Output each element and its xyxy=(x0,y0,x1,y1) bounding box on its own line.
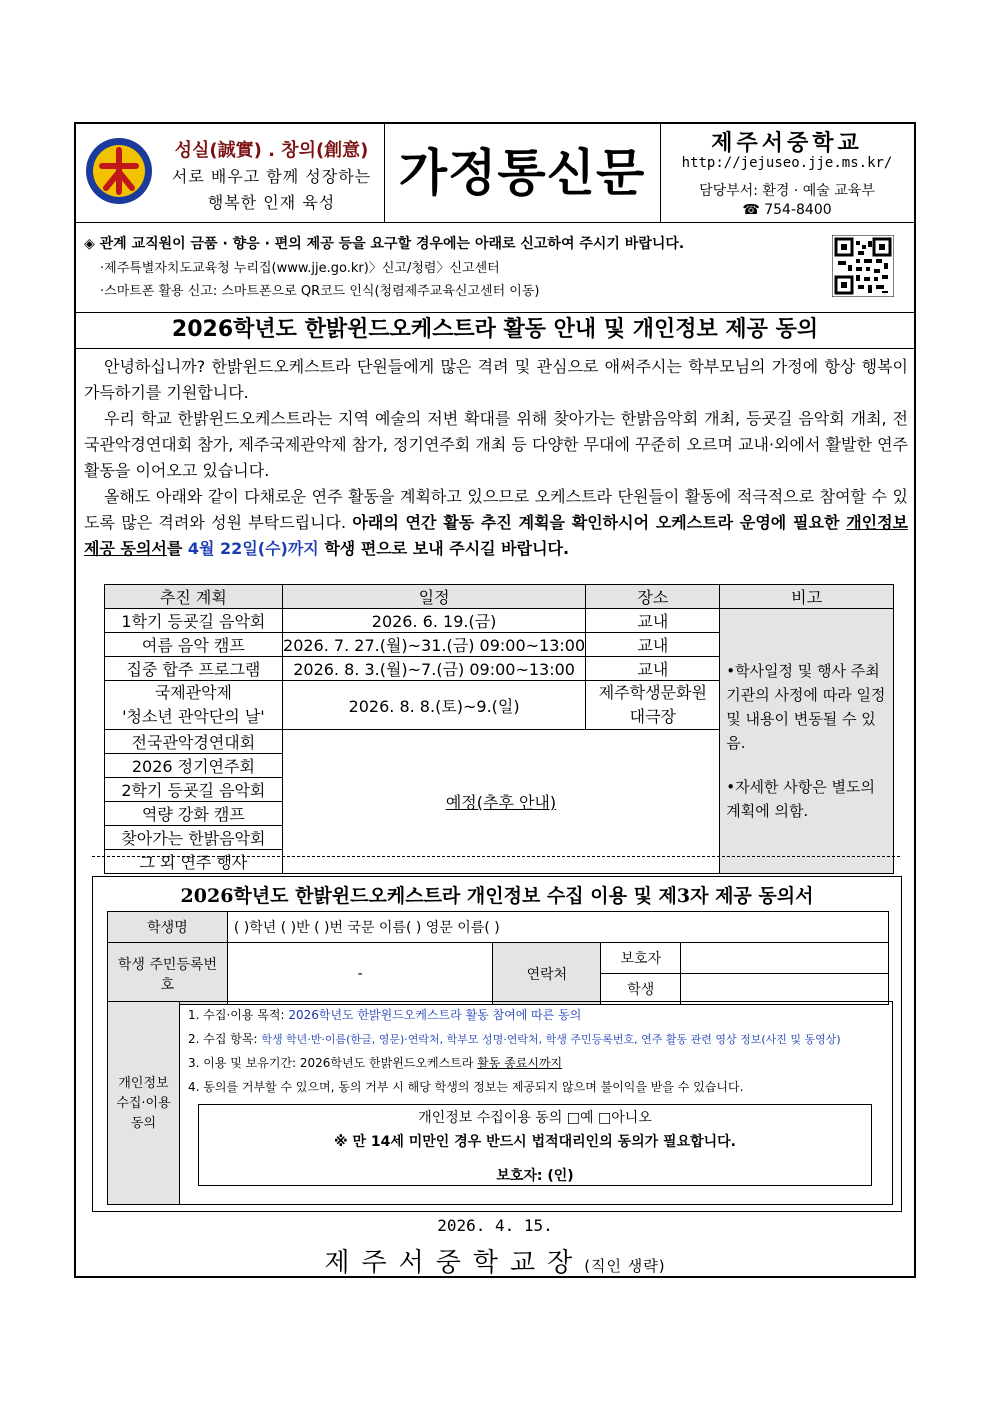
principal-signature xyxy=(76,1242,914,1279)
school-info-cell xyxy=(660,124,914,222)
agree-item-2-value: 학생 학년·반·이름(한글, 영문)·연락처, 학부모 성명·연락처, 학생 주민등록번호, 연주 활동 관련 영상 정보(사진 및 동영상) xyxy=(261,1033,841,1046)
agree-checkbox-line[interactable]: 개인정보 수집이용 동의 □예 □아니오 xyxy=(418,1110,652,1126)
agree-item-3-label: 3. 이용 및 보유기간: 2026학년도 한밝윈드오케스트라 xyxy=(188,1056,478,1070)
deadline: 4월 22일(수)까지 xyxy=(187,539,319,558)
paragraph-request xyxy=(84,484,908,562)
schedule-plan: 여름 음악 캠프 xyxy=(105,633,283,657)
schedule-place: 교내 xyxy=(586,633,720,657)
request-text: 올해도 아래와 같이 다채로운 연주 활동을 계획하고 있으므로 오케스트라 단원들이 활동에 적극적으로 참여할 수 있도록 많은 격려와 성원 부탁드립니다. xyxy=(84,487,908,532)
consent-form-link: 개인정보 제공 동의서 xyxy=(84,513,909,558)
main-title: 2026학년도 한밝윈드오케스트라 활동 안내 및 개인정보 제공 동의 xyxy=(76,312,914,349)
school-url[interactable]: http://jejuseo.jje.ms.kr/ xyxy=(681,155,893,171)
rrn-field[interactable]: - xyxy=(227,943,493,1005)
schedule-place: 제주학생문화원 대극장 xyxy=(586,681,720,730)
agree-item-3 xyxy=(188,1054,562,1071)
agreement-label: 개인정보 수집·이용 동의 xyxy=(116,1076,171,1131)
student-contact-field[interactable] xyxy=(681,974,889,1005)
agree-item-2-label: 2. 수집 항목: xyxy=(188,1032,262,1046)
agree-item-1-value: 2026학년도 한밝윈드오케스트라 활동 참여에 따른 동의 xyxy=(288,1008,582,1022)
schedule-header-note: 비고 xyxy=(720,585,894,609)
guardian-label: 보호자 xyxy=(601,943,681,974)
schedule-place: 교내 xyxy=(586,609,720,633)
schedule-later-label: 예정(추후 안내) xyxy=(282,730,719,874)
agreement-box xyxy=(198,1104,872,1186)
guardian-signature-line[interactable]: 보호자: (인) xyxy=(496,1168,574,1184)
motto-line3: 행복한 인재 육성 xyxy=(207,193,336,212)
schedule-plan: 1학기 등굣길 음악회 xyxy=(105,609,283,633)
schedule-plan: 2026 정기연주회 xyxy=(105,754,283,778)
principal-name: 제주서중학교장 xyxy=(324,1248,585,1278)
agree-item-1-label: 1. 수집·이용 목적: xyxy=(188,1008,289,1022)
schedule-date: 2026. 7. 27.(월)~31.(금) 09:00~13:00 xyxy=(282,633,586,657)
header-motto-cell xyxy=(76,124,385,222)
telephone: ☎ 754-8400 xyxy=(742,202,832,218)
minor-warning: ※ 만 14세 미만인 경우 반드시 법적대리인의 동의가 필요합니다. xyxy=(334,1134,736,1150)
request-bold-3: 학생 편으로 보내 주시길 바랍니다. xyxy=(318,539,570,558)
guardian-contact-field[interactable] xyxy=(681,943,889,974)
paragraph-greeting: 안녕하십니까? 한밝윈드오케스트라 단원들에게 많은 격려 및 관심으로 애써주시는 학부모님의 가정에 항상 행복이 가득하기를 기원합니다. xyxy=(84,357,908,402)
note-1: •학사일정 및 행사 주최 기관의 사정에 따라 일정 및 내용이 변동될 수 있음. xyxy=(726,662,886,752)
doc-type-title: 가정통신문 xyxy=(384,124,661,222)
schedule-header-date: 일정 xyxy=(282,585,586,609)
school-logo-icon xyxy=(84,136,154,206)
agree-item-3-value: 활동 종료시까지 xyxy=(477,1056,563,1070)
agree-item-4: 4. 동의를 거부할 수 있으며, 동의 거부 시 해당 학생의 정보는 제공되지 않으며 불이익을 받을 수 있습니다. xyxy=(188,1080,744,1094)
schedule-plan: 전국관악경연대회 xyxy=(105,730,283,754)
consent-form xyxy=(92,876,902,1212)
student-name-field[interactable]: ( )학년 ( )반 ( )번 국문 이름( ) 영문 이름( ) xyxy=(227,912,888,943)
schedule-table xyxy=(104,584,894,874)
note-2: •자세한 사항은 별도의 계획에 의함. xyxy=(726,778,876,820)
agree-item-2 xyxy=(188,1030,841,1047)
schedule-plan: 역량 강화 캠프 xyxy=(105,802,283,826)
schedule-header-place: 장소 xyxy=(586,585,720,609)
document-date: 2026. 4. 15. xyxy=(437,1216,553,1235)
document-frame xyxy=(74,122,916,1278)
schedule-plan: 국제관악제 '청소년 관악단의 날' xyxy=(105,681,283,730)
notice-line2: ·제주특별자치도교육청 누리집(www.jje.go.kr)〉신고/청렴〉신고센터 xyxy=(100,261,500,276)
contact-label: 연락처 xyxy=(493,943,601,1005)
schedule-plan: 2학기 등굣길 음악회 xyxy=(105,778,283,802)
table-row xyxy=(105,609,894,633)
rrn-label: 학생 주민등록번호 xyxy=(108,943,228,1005)
schedule-date: 2026. 8. 3.(월)~7.(금) 09:00~13:00 xyxy=(282,657,586,681)
schedule-note xyxy=(720,609,894,874)
request-bold: 아래의 연간 활동 추진 계획을 확인하시어 오케스트라 운영에 필요한 xyxy=(352,513,847,532)
student-info-table xyxy=(107,911,889,1005)
consent-title: 2026학년도 한밝윈드오케스트라 개인정보 수집 이용 및 제3자 제공 동의서 xyxy=(180,885,814,907)
agree-item-1 xyxy=(188,1006,581,1023)
schedule-date: 2026. 8. 8.(토)~9.(일) xyxy=(282,681,586,730)
schedule-place: 교내 xyxy=(586,657,720,681)
qr-code-icon[interactable] xyxy=(832,235,894,297)
schedule-plan: 집중 합주 프로그램 xyxy=(105,657,283,681)
department: 담당부서: 환경 · 예술 교육부 xyxy=(699,183,875,199)
paragraph-activities: 우리 학교 한밝윈드오케스트라는 지역 예술의 저변 확대를 위해 찾아가는 한밝음악회 개최, 등굣길 음악회 개최, 전국관악경연대회 참가, 제주국제관악제 참가, 정기연주회 개최 등 다양한 무대에 꾸준히 오르며 교내·외에서 활발한 연주 활동을 이어오고 있습니다. xyxy=(84,409,908,480)
schedule-plan: 찾아가는 한밝음악회 xyxy=(105,826,283,850)
motto-line1: 성실(誠實) . 창의(創意) xyxy=(174,140,369,161)
schedule-header-plan: 추진 계획 xyxy=(105,585,283,609)
seal-note: (직인 생략) xyxy=(584,1257,666,1275)
notice-line1: ◈ 관계 교직원이 금품 · 향응 · 편의 제공 등을 요구할 경우에는 아래로 신고하여 주시기 바랍니다. xyxy=(84,236,685,252)
header xyxy=(76,124,914,223)
motto-line2: 서로 배우고 함께 성장하는 xyxy=(171,167,372,186)
schedule-plan: 그 외 연주 행사 xyxy=(105,850,283,874)
student-name-label: 학생명 xyxy=(108,912,228,943)
schedule-date: 2026. 6. 19.(금) xyxy=(282,609,586,633)
notice-line3: ·스마트폰 활용 신고: 스마트폰으로 QR코드 인식(청렴제주교육신고센터 이동) xyxy=(100,284,540,299)
student-contact-label: 학생 xyxy=(601,974,681,1005)
agreement-label-cell xyxy=(108,1002,180,1204)
school-name: 제주서중학교 xyxy=(711,131,863,156)
agreement-section xyxy=(107,1001,893,1205)
request-bold-2: 를 xyxy=(166,539,188,558)
cut-line xyxy=(92,856,900,857)
integrity-notice xyxy=(76,222,914,313)
